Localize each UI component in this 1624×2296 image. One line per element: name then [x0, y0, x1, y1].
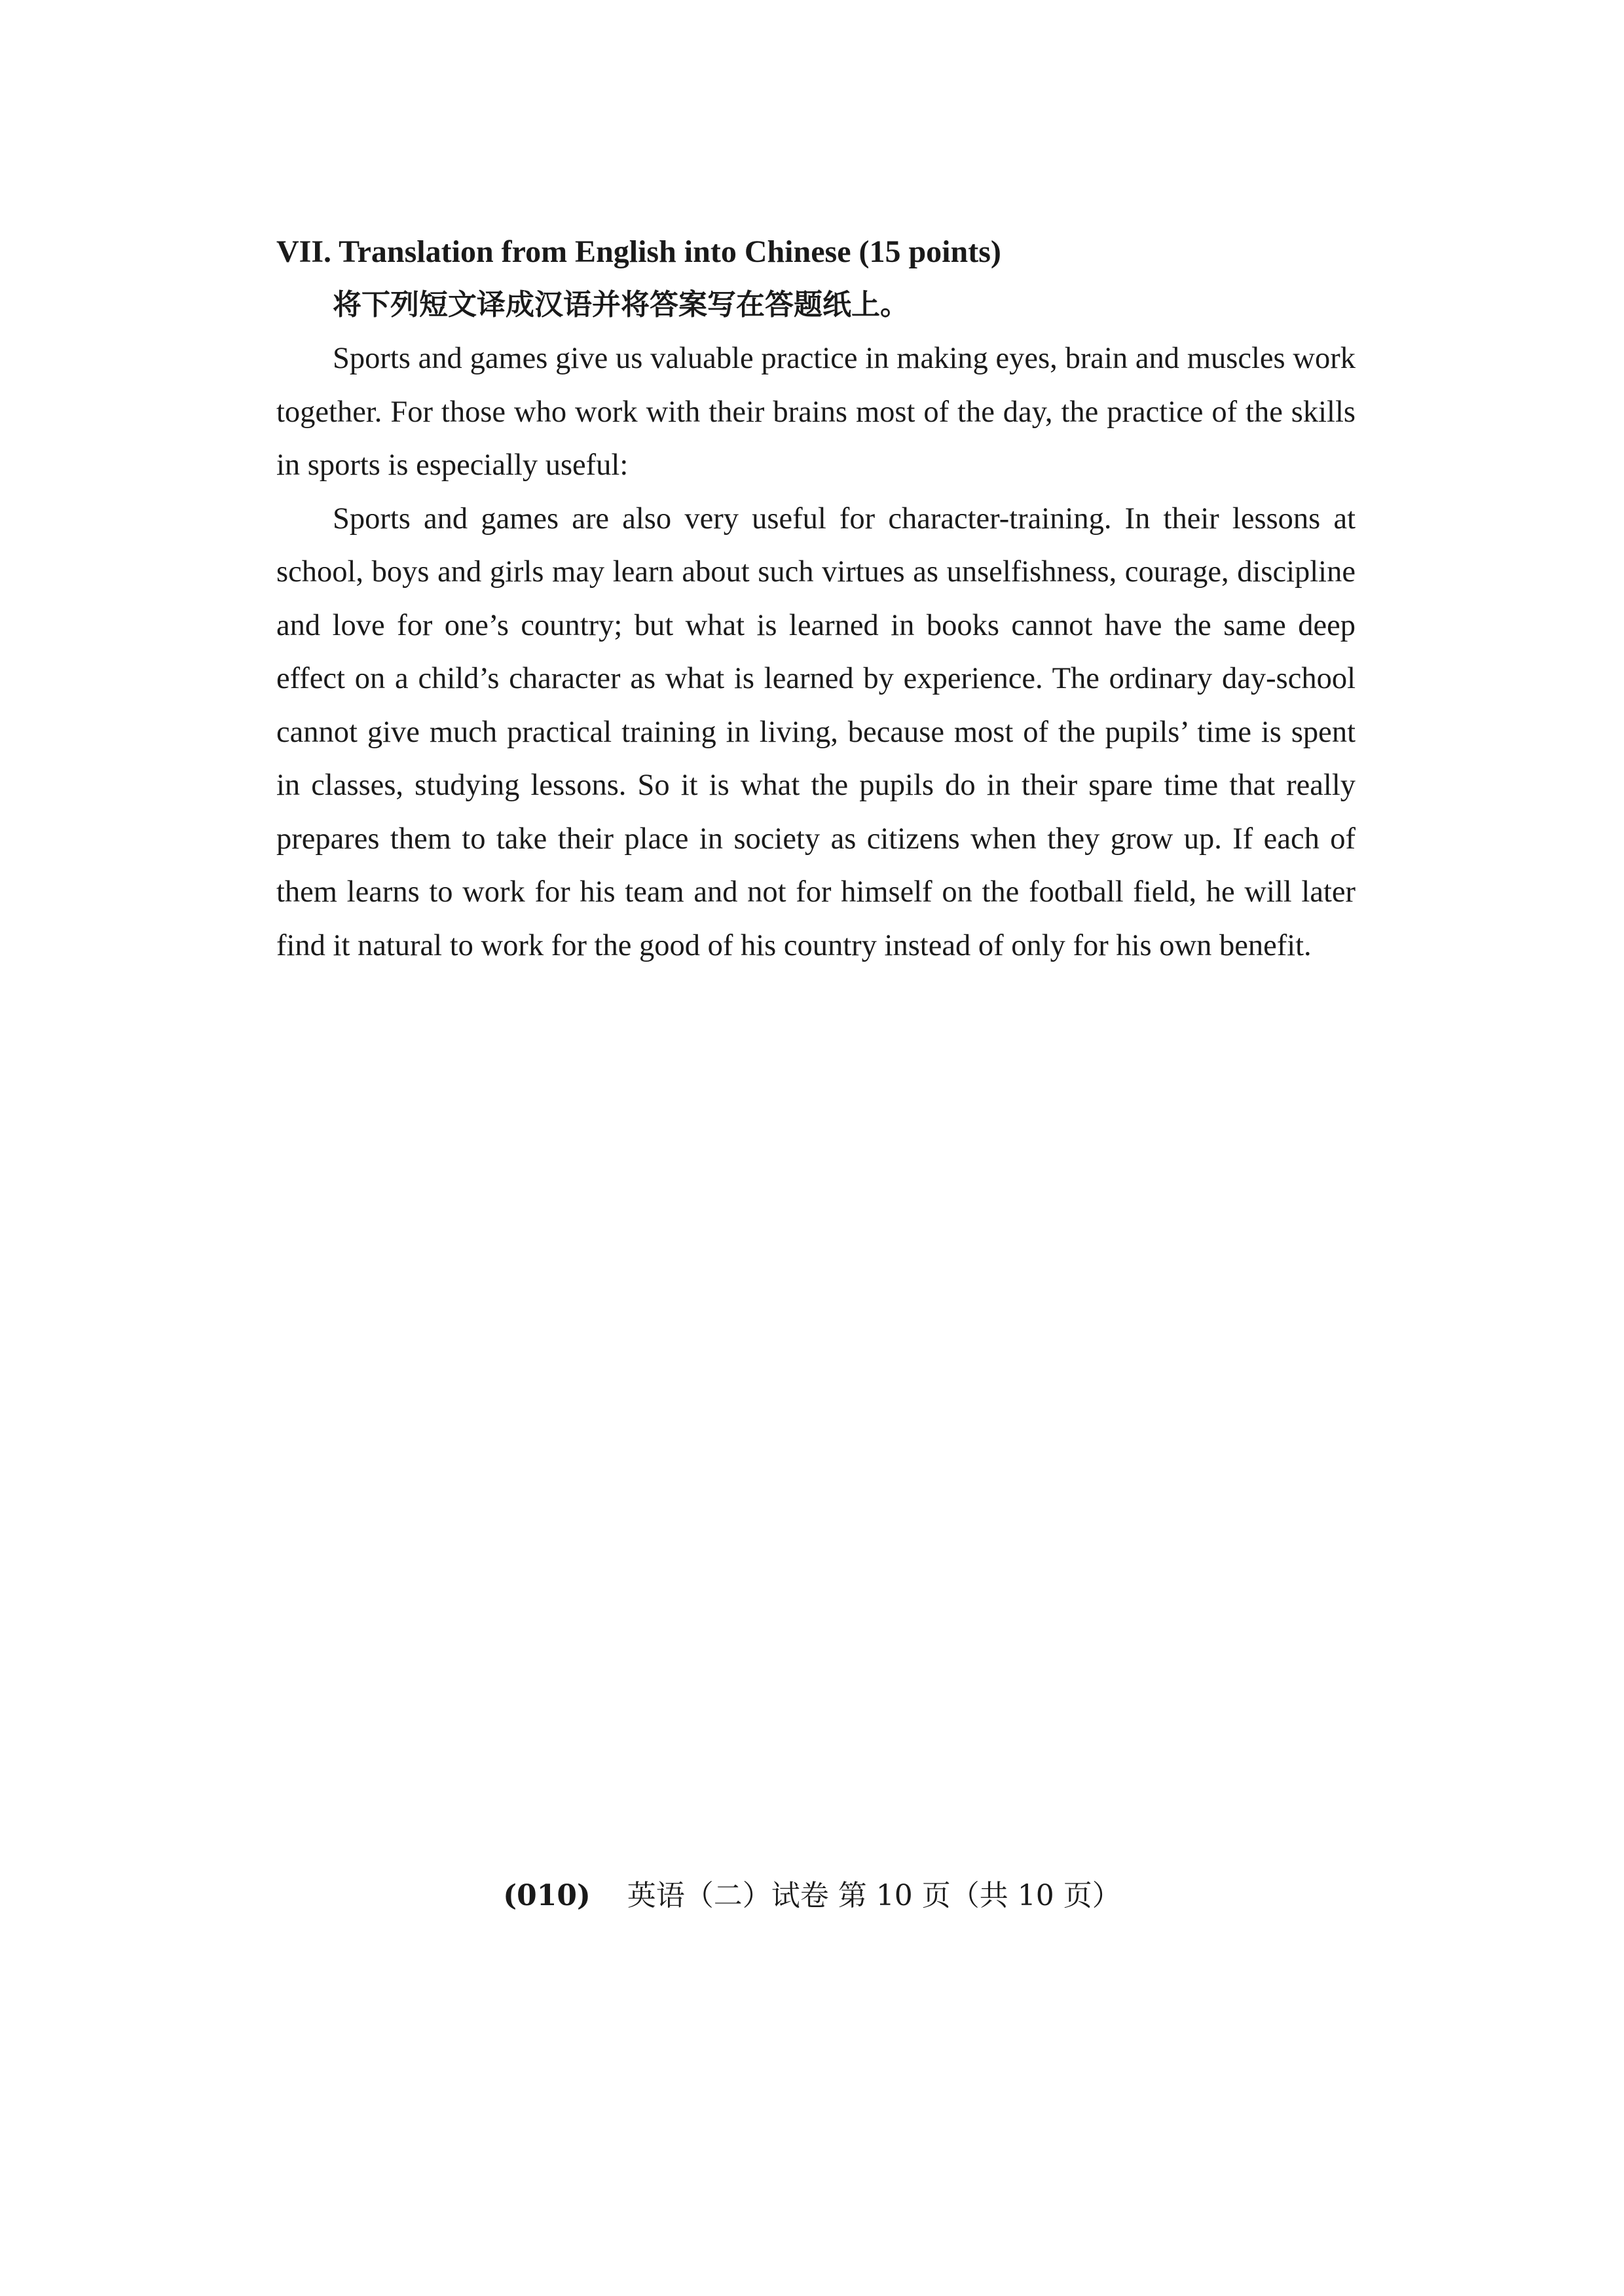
page-footer	[0, 1876, 1624, 1916]
page-number-info: 英语（二）试卷 第 10 页（共 10 页）	[627, 1879, 1121, 1912]
exam-code: (010)	[503, 1879, 591, 1912]
passage-paragraph-1: Sports and games give us valuable practice in making eyes, brain and muscles work together. For those who work with their brains most of the day, the practice of the skills in sports is especially useful:	[276, 342, 1356, 482]
section-instruction: 将下列短文译成汉语并将答案写在答题纸上。	[333, 288, 909, 321]
section-title: VII. Translation from English into Chinese (15 points)	[276, 234, 1001, 269]
translation-section	[276, 226, 1356, 972]
passage-paragraph-2: Sports and games are also very useful for character-training. In their lessons at school, boys and girls may learn about such virtues as unselfishness, courage, discipline and love for one’s country; but what is learned in books cannot have the same deep effect on a child’s character as what is learned by experience. The ordinary day-school cannot give much practical training in living, because most of the pupils’ time is spent in classes, studying lessons. So it is what the pupils do in their spare time that really prepares them to take their place in society as citizens when they grow up. If each of them learns to work for his team and not for himself on the football field, he will later find it natural to work for the good of his country instead of only for his own benefit.	[276, 501, 1356, 962]
